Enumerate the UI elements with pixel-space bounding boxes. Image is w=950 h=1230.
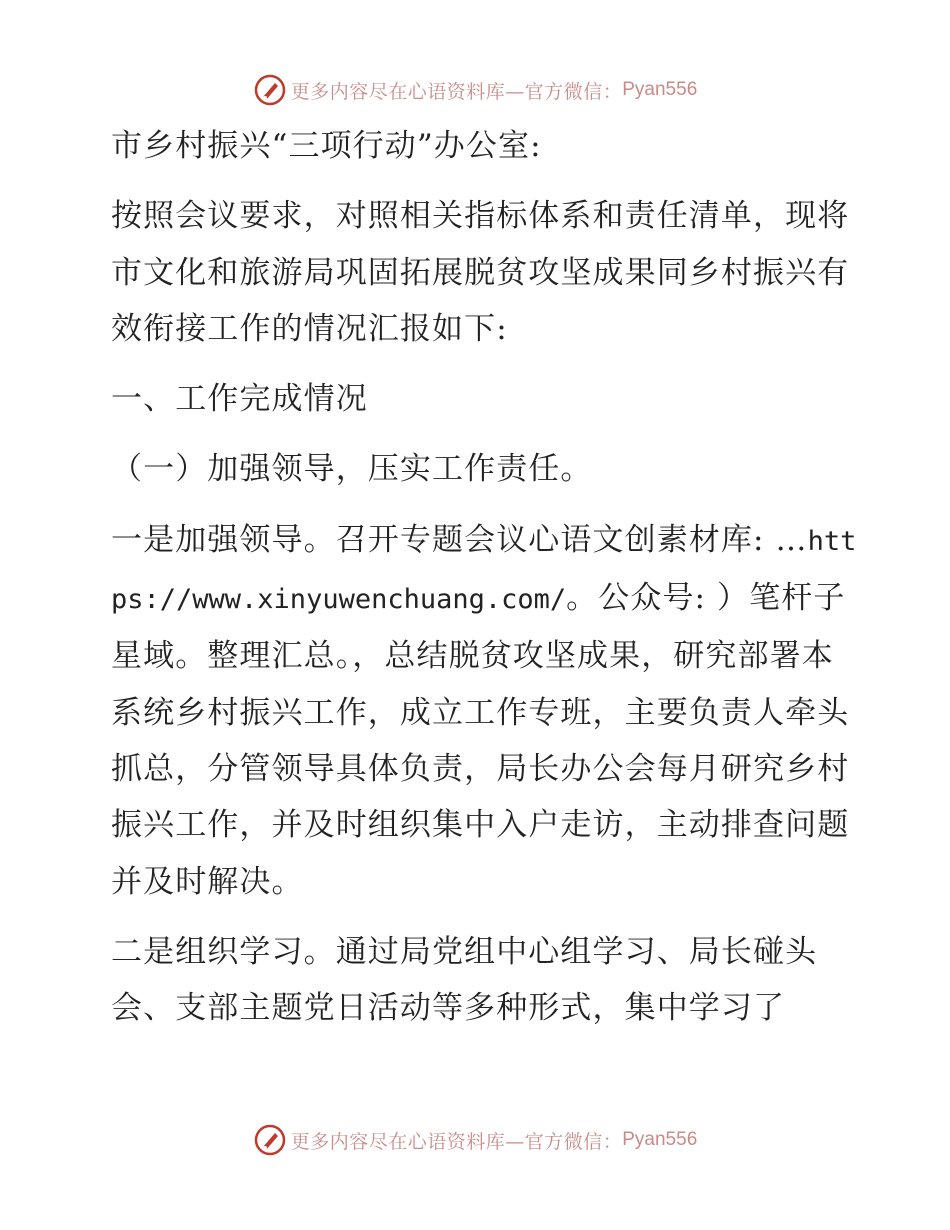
watermark-footer <box>0 1120 950 1160</box>
pen-nib-circle-icon <box>253 73 287 107</box>
paragraph-leadership-prefix: 一是加强领导。召开专题会议心语文创素材库: … <box>111 521 808 558</box>
salutation: 市乡村振兴“三项行动”办公室: <box>111 128 542 164</box>
watermark-id: Pyan556 <box>622 79 698 100</box>
pen-nib-circle-icon <box>253 1123 287 1157</box>
watermark-text: 更多内容尽在心语资料库—官方微信： <box>290 1130 623 1153</box>
source-url: https://www.xinyuwenchuang.com/ <box>111 525 857 616</box>
paragraph-study: 二是组织学习。通过局党组中心组学习、局长碰头会、支部主题党日活动等多种形式，集中学习了 <box>111 933 818 1027</box>
paragraph-leadership <box>97 512 857 910</box>
paragraph-leadership-suffix: 。公众号: ）笔杆子星域。整理汇总。，总结脱贫攻坚成果，研究部署本系统乡村振兴工作，成立工作专班，主要负责人牵头抓总，分管领导具体负责，局长办公会每月研究乡村振兴工作，并及时组织集中入户走访，主动排查问题并及时解决。 <box>111 580 850 900</box>
section-heading: 一、工作完成情况 <box>111 381 368 418</box>
intro-paragraph: 按照会议要求，对照相关指标体系和责任清单，现将市文化和旅游局巩固拓展脱贫攻坚成果同乡村振兴有效衔接工作的情况汇报如下: <box>111 198 850 347</box>
document-body <box>97 118 857 1050</box>
watermark-text: 更多内容尽在心语资料库—官方微信： <box>290 80 623 103</box>
subsection-heading: （一）加强领导，压实工作责任。 <box>111 451 593 488</box>
watermark-id: Pyan556 <box>622 1129 698 1150</box>
watermark-header <box>0 70 950 110</box>
